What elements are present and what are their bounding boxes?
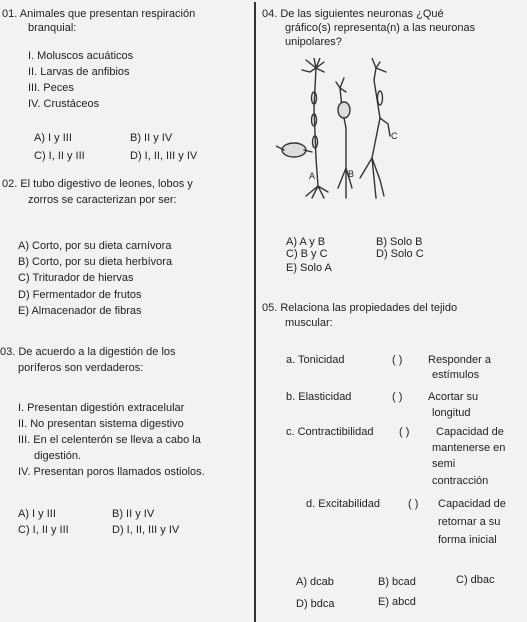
q05-definition-3-line2: mantenerse en (432, 442, 506, 454)
q03-item-2: II. No presentan sistema digestivo (18, 418, 184, 430)
q01-stem-line1: 01. Animales que presentan respiración (2, 8, 196, 20)
q03-option-d: D) I, II, III y IV (112, 524, 180, 536)
q03-option-b: B) II y IV (112, 508, 155, 520)
q05-definition-2-line1: Acortar su (428, 391, 479, 403)
q03-item-3: III. En el celenterón se lleva a cabo la (18, 434, 201, 446)
q05-definition-4-line1: Capacidad de (438, 498, 506, 510)
q02-stem-line2: zorros se caracterizan por ser: (28, 194, 177, 206)
q04-option-d: D) Solo C (376, 248, 424, 260)
q05-definition-1-line2: estímulos (432, 369, 480, 381)
q05-definition-4-line3: forma inicial (438, 534, 497, 546)
q02-option-a: A) Corto, por su dieta carnívora (18, 240, 172, 252)
q05-blank-3: ( ) (399, 426, 410, 438)
q01-option-c: C) I, II y III (34, 150, 85, 162)
q04-option-a: A) A y B (286, 236, 326, 248)
q05-definition-3-line4: contracción (432, 475, 489, 487)
q05-blank-1: ( ) (392, 354, 403, 366)
neuron-c (360, 58, 390, 198)
q05-option-e: E) abcd (378, 596, 416, 608)
q01-option-a: A) I y III (34, 132, 72, 144)
q01-item-2: II. Larvas de anfibios (28, 66, 130, 78)
q04-stem-line1: 04. De las siguientes neuronas ¿Qué (262, 8, 444, 20)
q01-stem-line2: branquial: (28, 22, 77, 34)
q05-definition-4-line2: retornar a su (438, 516, 501, 528)
q03-option-a: A) I y III (18, 508, 56, 520)
q02-option-b: B) Corto, por su dieta herbívora (18, 256, 173, 268)
q01-item-1: I. Moluscos acuáticos (28, 50, 134, 62)
q01-item-3: III. Peces (28, 82, 74, 94)
q04-option-e: E) Solo A (286, 262, 332, 274)
q05-blank-2: ( ) (392, 391, 403, 403)
q05-blank-4: ( ) (408, 498, 419, 510)
q02-stem-line1: 02. El tubo digestivo de leones, lobos y (2, 178, 193, 190)
figure-label-a: A (309, 171, 316, 181)
q03-item-4: IV. Presentan poros llamados ostiolos. (18, 466, 205, 478)
q04-stem-line2: gráfico(s) representa(n) a las neuronas (285, 22, 476, 34)
q03-option-c: C) I, II y III (18, 524, 69, 536)
q02-option-c: C) Triturador de hiervas (18, 272, 134, 284)
q05-definition-3-line1: Capacidad de (436, 426, 504, 438)
column-divider (254, 2, 256, 622)
q05-definition-1-line1: Responder a (428, 354, 491, 366)
q05-option-c: C) dbac (456, 574, 495, 586)
q01-option-d: D) I, II, III y IV (130, 150, 198, 162)
q05-stem-line1: 05. Relaciona las propiedades del tejido (262, 302, 458, 314)
q01-item-4: IV. Crustáceos (28, 98, 100, 110)
figure-label-b: B (348, 169, 355, 179)
q05-property-b: b. Elasticidad (286, 391, 352, 403)
figure-label-c: C (391, 131, 398, 141)
q05-stem-line2: muscular: (285, 317, 333, 329)
q05-property-c: c. Contractibilidad (286, 426, 374, 438)
q05-property-d: d. Excitabilidad (306, 498, 380, 510)
q01-option-b: B) II y IV (130, 132, 173, 144)
q05-definition-2-line2: longitud (432, 407, 471, 419)
q05-option-b: B) bcad (378, 576, 416, 588)
q04-stem-line3: unipolares? (285, 36, 342, 48)
q02-option-d: D) Fermentador de frutos (18, 289, 142, 301)
q03-item-1: I. Presentan digestión extracelular (18, 402, 185, 414)
neuron-figure (276, 58, 398, 218)
q02-option-e: E) Almacenador de fibras (18, 305, 142, 317)
q03-item-3-cont: digestión. (34, 450, 82, 462)
q03-stem-line1: 03. De acuerdo a la digestión de los (0, 346, 176, 358)
q05-option-a: A) dcab (296, 576, 334, 588)
q04-option-b: B) Solo B (376, 236, 423, 248)
q04-option-c: C) B y C (286, 248, 328, 260)
q05-option-d: D) bdca (296, 598, 335, 610)
q05-definition-3-line3: semi (432, 458, 456, 470)
q05-property-a: a. Tonicidad (286, 354, 345, 366)
q03-stem-line2: poríferos son verdaderos: (18, 362, 144, 374)
